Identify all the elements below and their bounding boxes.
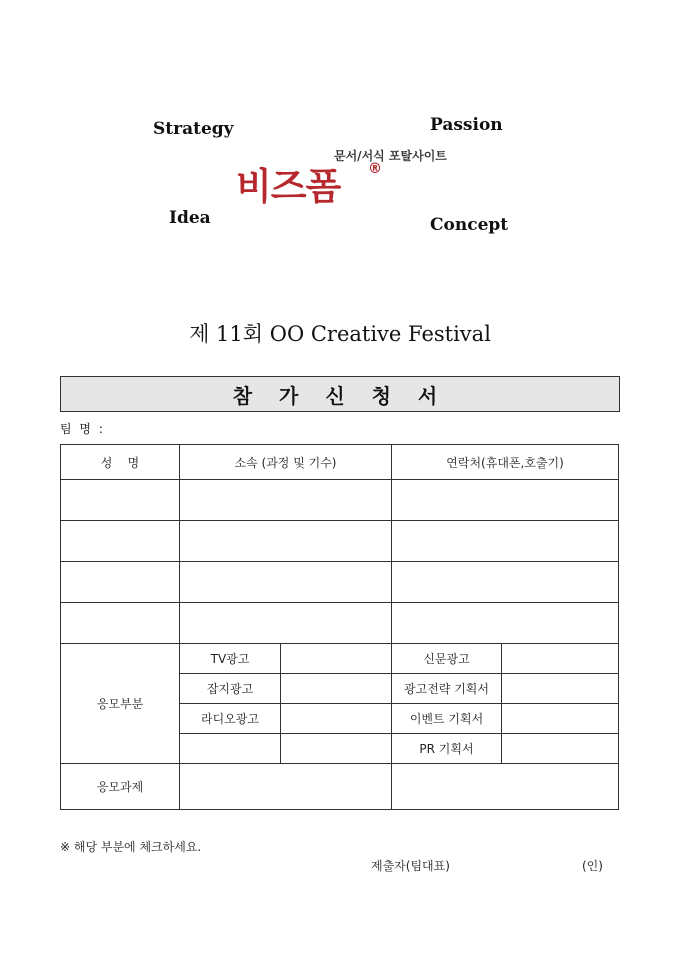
keyword-passion: Passion	[430, 115, 503, 135]
logo-wordmark: 비즈폼	[236, 165, 341, 208]
category-label: 응모부분	[61, 644, 180, 764]
category-strategy-plan-check[interactable]	[502, 674, 619, 704]
member-contact-cell[interactable]	[392, 603, 619, 644]
category-newspaper-check[interactable]	[502, 644, 619, 674]
category-radio-check[interactable]	[281, 704, 392, 734]
member-contact-cell[interactable]	[392, 562, 619, 603]
member-contact-cell[interactable]	[392, 480, 619, 521]
category-row	[61, 644, 619, 674]
header-contact: 연락처(휴대폰,호출기)	[392, 445, 619, 480]
category-newspaper-label: 신문광고	[392, 644, 502, 674]
bizform-logo	[236, 146, 458, 206]
category-event-plan-check[interactable]	[502, 704, 619, 734]
keyword-idea: Idea	[169, 208, 211, 228]
table-header-row	[61, 445, 619, 480]
keyword-concept: Concept	[430, 215, 509, 235]
task-cell-right[interactable]	[392, 764, 619, 810]
category-magazine-label: 잡지광고	[180, 674, 281, 704]
category-blank-check[interactable]	[281, 734, 392, 764]
category-tv-label: TV광고	[180, 644, 281, 674]
application-table	[60, 444, 619, 810]
seal-mark: (인)	[582, 859, 603, 873]
category-blank-label	[180, 734, 281, 764]
category-tv-check[interactable]	[281, 644, 392, 674]
festival-title: 제 11회 OO Creative Festival	[189, 322, 491, 346]
member-affiliation-cell[interactable]	[180, 521, 392, 562]
member-row	[61, 521, 619, 562]
member-affiliation-cell[interactable]	[180, 562, 392, 603]
task-row	[61, 764, 619, 810]
category-pr-plan-label: PR 기획서	[392, 734, 502, 764]
category-pr-plan-check[interactable]	[502, 734, 619, 764]
member-row	[61, 603, 619, 644]
member-name-cell[interactable]	[61, 521, 180, 562]
header-name: 성 명	[61, 445, 180, 480]
category-event-plan-label: 이벤트 기획서	[392, 704, 502, 734]
member-affiliation-cell[interactable]	[180, 603, 392, 644]
form-title-banner	[60, 376, 620, 412]
form-title: 참 가 신 청 서	[232, 383, 448, 408]
team-name-label: 팀 명 :	[60, 422, 105, 436]
check-note: ※ 해당 부분에 체크하세요.	[60, 840, 202, 854]
member-row	[61, 562, 619, 603]
logo-registered-mark: ®	[368, 161, 382, 177]
task-label: 응모과제	[61, 764, 180, 810]
keyword-strategy: Strategy	[153, 119, 234, 139]
member-affiliation-cell[interactable]	[180, 480, 392, 521]
member-name-cell[interactable]	[61, 562, 180, 603]
submitter-label: 제출자(팀대표)	[371, 859, 450, 873]
member-name-cell[interactable]	[61, 480, 180, 521]
logo-tagline: 문서/서식 포탈사이트	[334, 149, 447, 163]
member-row	[61, 480, 619, 521]
header-affiliation: 소속 (과정 및 기수)	[180, 445, 392, 480]
category-strategy-plan-label: 광고전략 기획서	[392, 674, 502, 704]
category-magazine-check[interactable]	[281, 674, 392, 704]
member-contact-cell[interactable]	[392, 521, 619, 562]
member-name-cell[interactable]	[61, 603, 180, 644]
task-cell-left[interactable]	[180, 764, 392, 810]
category-radio-label: 라디오광고	[180, 704, 281, 734]
